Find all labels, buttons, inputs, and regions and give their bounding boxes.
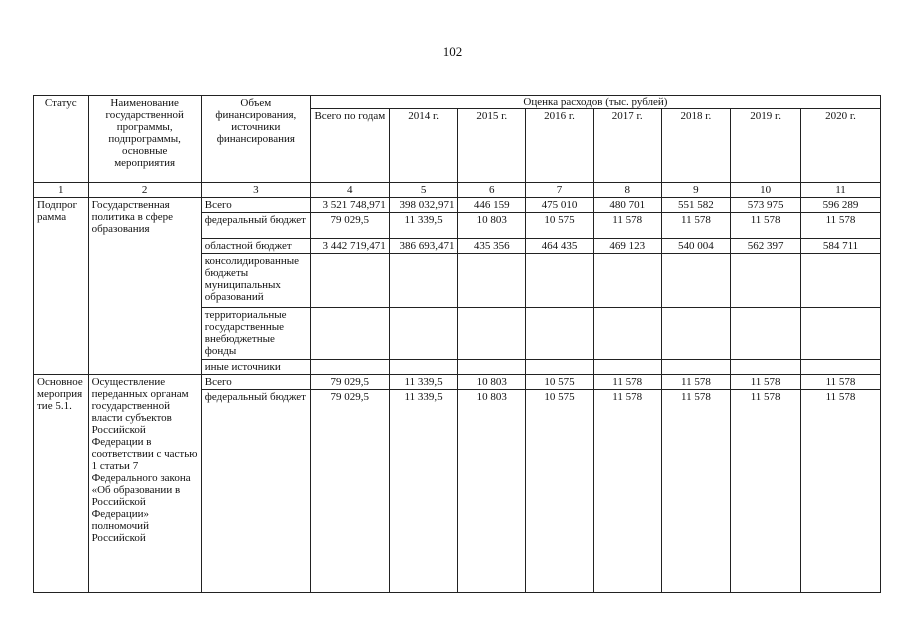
value-cell — [801, 308, 881, 360]
column-number: 3 — [201, 183, 310, 198]
column-number: 2 — [88, 183, 201, 198]
value-cell: 446 159 — [458, 198, 526, 213]
value-cell: 435 356 — [458, 239, 526, 254]
value-cell: 11 578 — [593, 390, 661, 593]
header-year: 2020 г. — [801, 109, 881, 183]
value-cell: 573 975 — [731, 198, 801, 213]
value-cell: 11 578 — [661, 390, 731, 593]
header-year: 2015 г. — [458, 109, 526, 183]
value-cell — [661, 254, 731, 308]
value-cell: 79 029,5 — [310, 390, 389, 593]
value-cell: 11 578 — [801, 375, 881, 390]
value-cell — [526, 308, 594, 360]
header-volume: Объем финансирования, источники финансирования — [201, 96, 310, 183]
column-number: 7 — [526, 183, 594, 198]
value-cell: 596 289 — [801, 198, 881, 213]
value-cell — [731, 254, 801, 308]
header-estimate: Оценка расходов (тыс. рублей) — [310, 96, 880, 109]
header-status: Статус — [34, 96, 89, 183]
column-number: 1 — [34, 183, 89, 198]
value-cell: 10 575 — [526, 390, 594, 593]
section-name: Государственная политика в сфере образования — [88, 198, 201, 375]
value-cell — [731, 308, 801, 360]
value-cell: 3 442 719,471 — [310, 239, 389, 254]
column-number-row — [34, 183, 881, 198]
value-cell: 11 578 — [801, 390, 881, 593]
section-name: Осуществление переданных органам государственной власти субъектов Российской Федерации в соответствии с частью 1 статьи 7 Федерального закона «Об образовании в Российской Федерации» полномочий Российской — [88, 375, 201, 593]
column-number: 4 — [310, 183, 389, 198]
value-cell — [661, 308, 731, 360]
value-cell — [310, 360, 389, 375]
header-year: 2017 г. — [593, 109, 661, 183]
column-number: 5 — [389, 183, 458, 198]
source-cell: Всего — [201, 198, 310, 213]
value-cell: 540 004 — [661, 239, 731, 254]
value-cell — [458, 254, 526, 308]
value-cell: 11 339,5 — [389, 375, 458, 390]
section-status: Основное мероприя тие 5.1. — [34, 375, 89, 593]
value-cell — [389, 254, 458, 308]
value-cell — [661, 360, 731, 375]
value-cell: 469 123 — [593, 239, 661, 254]
value-cell: 11 578 — [801, 213, 881, 239]
section-status: Подпрог рамма — [34, 198, 89, 375]
value-cell — [731, 360, 801, 375]
header-row-top — [34, 96, 881, 109]
value-cell — [526, 254, 594, 308]
budget-table — [33, 95, 881, 593]
value-cell: 10 575 — [526, 375, 594, 390]
value-cell: 10 803 — [458, 213, 526, 239]
column-number: 8 — [593, 183, 661, 198]
value-cell: 11 578 — [593, 213, 661, 239]
value-cell: 480 701 — [593, 198, 661, 213]
value-cell: 464 435 — [526, 239, 594, 254]
value-cell: 475 010 — [526, 198, 594, 213]
value-cell: 398 032,971 — [389, 198, 458, 213]
column-number: 9 — [661, 183, 731, 198]
value-cell: 11 578 — [661, 375, 731, 390]
table-row — [34, 198, 881, 213]
header-total: Всего по годам — [310, 109, 389, 183]
value-cell: 79 029,5 — [310, 375, 389, 390]
value-cell: 584 711 — [801, 239, 881, 254]
value-cell: 11 339,5 — [389, 390, 458, 593]
header-year: 2016 г. — [526, 109, 594, 183]
value-cell: 11 578 — [731, 375, 801, 390]
value-cell: 562 397 — [731, 239, 801, 254]
value-cell: 551 582 — [661, 198, 731, 213]
value-cell — [801, 254, 881, 308]
value-cell — [593, 360, 661, 375]
header-year: 2019 г. — [731, 109, 801, 183]
value-cell: 386 693,471 — [389, 239, 458, 254]
value-cell: 10 803 — [458, 390, 526, 593]
value-cell — [593, 308, 661, 360]
source-cell: Всего — [201, 375, 310, 390]
header-name: Наименование государственной программы, подпрограммы, основные мероприятия — [88, 96, 201, 183]
value-cell: 11 339,5 — [389, 213, 458, 239]
value-cell — [389, 360, 458, 375]
value-cell — [310, 254, 389, 308]
value-cell — [593, 254, 661, 308]
header-year: 2018 г. — [661, 109, 731, 183]
value-cell: 11 578 — [661, 213, 731, 239]
column-number: 6 — [458, 183, 526, 198]
source-cell: иные источники — [201, 360, 310, 375]
value-cell: 11 578 — [731, 390, 801, 593]
value-cell — [801, 360, 881, 375]
value-cell: 10 575 — [526, 213, 594, 239]
column-number: 10 — [731, 183, 801, 198]
value-cell: 11 578 — [593, 375, 661, 390]
source-cell: территориальные государственные внебюджетные фонды — [201, 308, 310, 360]
source-cell: областной бюджет — [201, 239, 310, 254]
value-cell — [389, 308, 458, 360]
source-cell: консолидированные бюджеты муниципальных образований — [201, 254, 310, 308]
value-cell — [526, 360, 594, 375]
source-cell: федеральный бюджет — [201, 213, 310, 239]
source-cell: федеральный бюджет — [201, 390, 310, 593]
value-cell: 3 521 748,971 — [310, 198, 389, 213]
value-cell — [458, 308, 526, 360]
column-number: 11 — [801, 183, 881, 198]
table-row — [34, 375, 881, 390]
value-cell: 11 578 — [731, 213, 801, 239]
page-number: 102 — [442, 44, 463, 59]
header-year: 2014 г. — [389, 109, 458, 183]
value-cell: 10 803 — [458, 375, 526, 390]
value-cell — [458, 360, 526, 375]
value-cell: 79 029,5 — [310, 213, 389, 239]
value-cell — [310, 308, 389, 360]
